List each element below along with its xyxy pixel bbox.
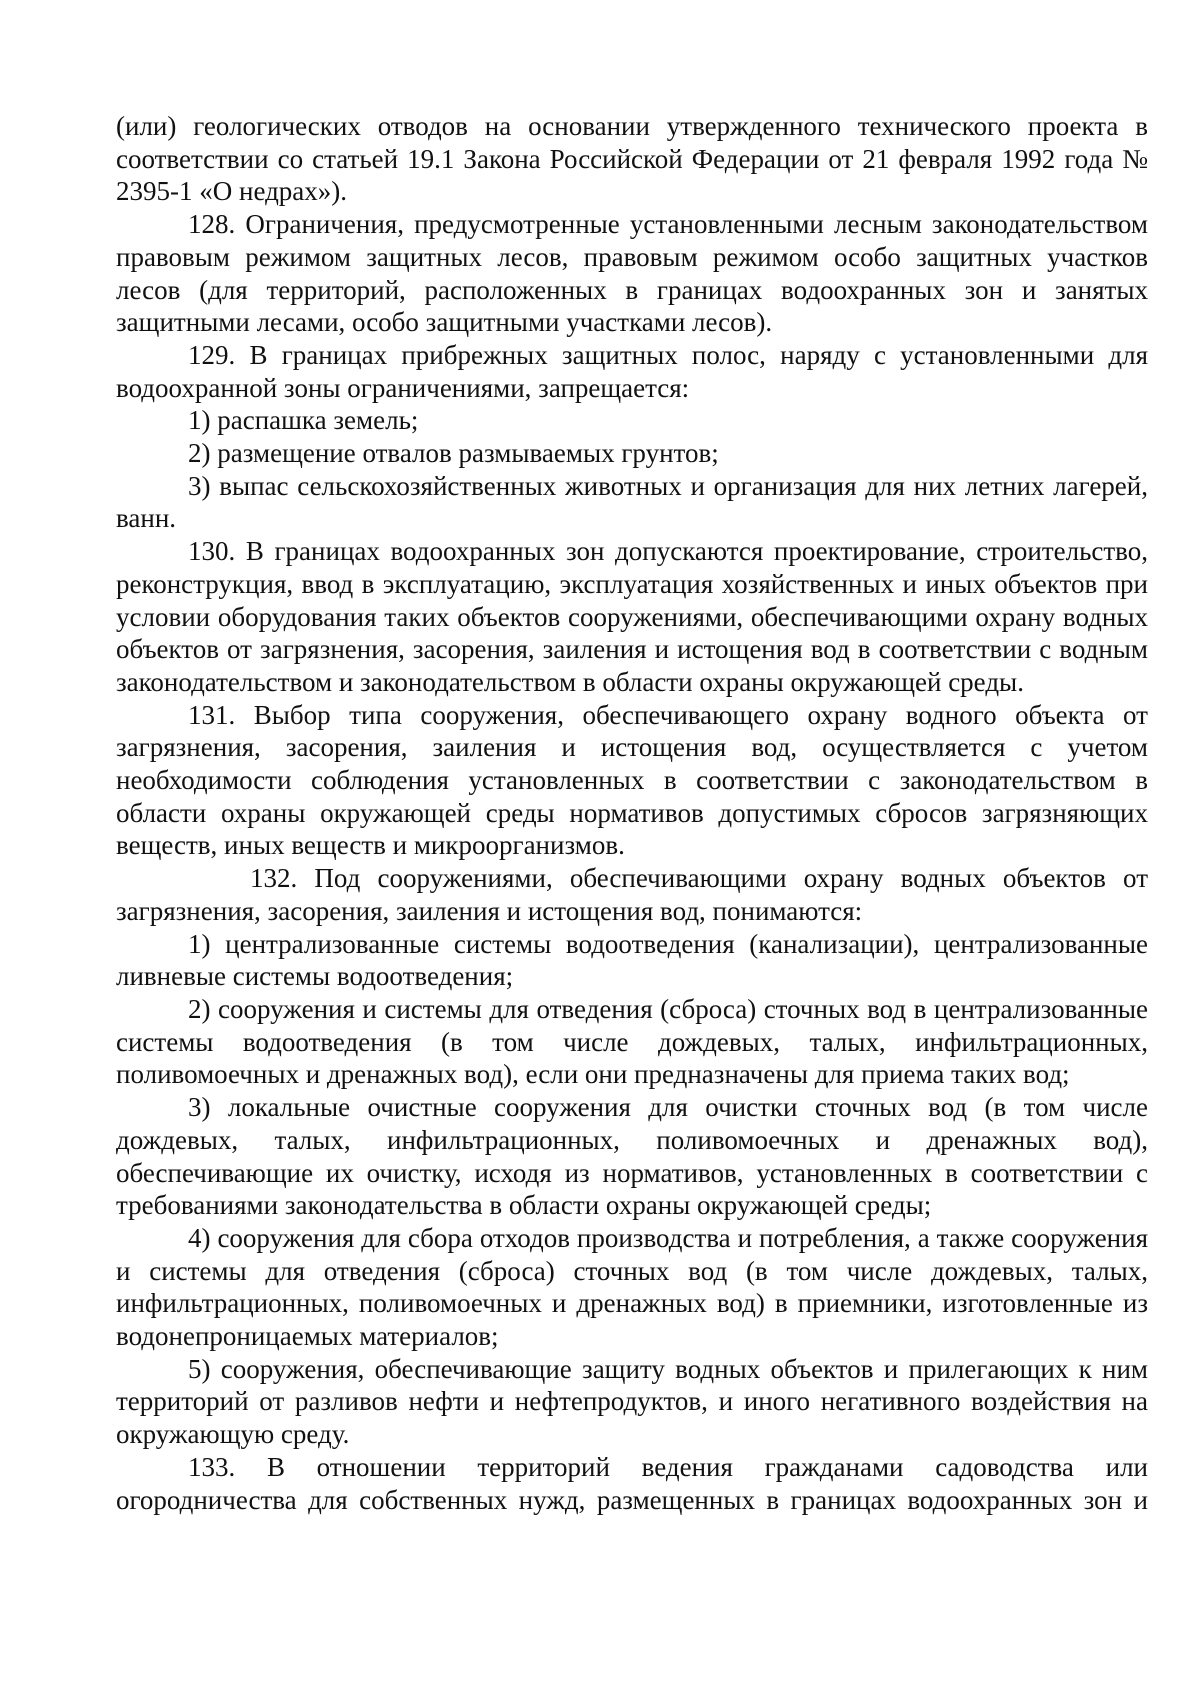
list-item-132-2: 2) сооружения и системы для отведения (сброса) сточных вод в централизованные системы водоотведения (в том числе дождевых, талых, инфильтрационных, поливомоечных и дренажных вод), если они предназначены для приема таких вод; <box>116 993 1148 1090</box>
list-item-129-2: 2) размещение отвалов размываемых грунтов; <box>188 438 719 469</box>
paragraph-128: 128. Ограничения, предусмотренные установленными лесным законодательством правовым режимом защитных лесов, правовым режимом особо защитных участков лесов (для территорий, расположенных в границах водоохранных зон и занятых защитными лесами, особо защитными участками лесов). <box>116 209 1148 338</box>
paragraph-129: 129. В границах прибрежных защитных полос, наряду с установленными для водоохранной зоны ограничениями, запрещается: <box>116 339 1148 403</box>
list-item-132-1: 1) централизованные системы водоотведения (канализации), централизованные ливневые системы водоотведения; <box>116 928 1148 992</box>
paragraph-127-continuation: (или) геологических отводов на основании утвержденного технического проекта в соответствии со статьей 19.1 Закона Российской Федерации от 21 февраля 1992 года № 2395-1 «О недрах»). <box>116 111 1148 207</box>
paragraph-133: 133. В отношении территорий ведения гражданами садоводства или огородничества для собственных нужд, размещенных в границах водоохранных зон и <box>116 1451 1148 1515</box>
paragraph-132: 132. Под сооружениями, обеспечивающими охрану водных объектов от загрязнения, засорения, заиления и истощения вод, понимаются: <box>116 863 1148 926</box>
list-item-129-3: 3) выпас сельскохозяйственных животных и организация для них летних лагерей, ванн. <box>116 470 1148 534</box>
list-item-132-3: 3) локальные очистные сооружения для очистки сточных вод (в том числе дождевых, талых, инфильтрационных, поливомоечных и дренажных вод), обеспечивающие их очистку, исходя из нормативов, установленных в соответствии с требованиями законодательства в области охраны окружающей среды; <box>116 1092 1148 1221</box>
list-item-132-4: 4) сооружения для сбора отходов производства и потребления, а также сооружения и системы для отведения (сброса) сточных вод (в том числе дождевых, талых, инфильтрационных, поливомоечных и дренажных вод) в приемники, изготовленные из водонепроницаемых материалов; <box>116 1222 1148 1352</box>
list-item-129-1: 1) распашка земель; <box>188 405 419 436</box>
paragraph-130: 130. В границах водоохранных зон допускаются проектирование, строительство, реконструкция, ввод в эксплуатацию, эксплуатация хозяйственных и иных объектов при условии оборудования таких объектов сооружениями, обеспечивающими охрану водных объектов от загрязнения, засорения, заиления и истощения вод в соответствии с водным законодательством и законодательством в области охраны окружающей среды. <box>116 536 1148 697</box>
paragraph-131: 131. Выбор типа сооружения, обеспечивающего охрану водного объекта от загрязнения, засорения, заиления и истощения вод, осуществляется с учетом необходимости соблюдения установленных в соответствии с законодательством в области охраны окружающей среды нормативов допустимых сбросов загрязняющих веществ, иных веществ и микроорганизмов. <box>116 699 1148 861</box>
document-page <box>116 110 1148 1516</box>
list-item-132-5: 5) сооружения, обеспечивающие защиту водных объектов и прилегающих к ним территорий от разливов нефти и нефтепродуктов, и иного негативного воздействия на окружающую среду. <box>116 1353 1148 1450</box>
